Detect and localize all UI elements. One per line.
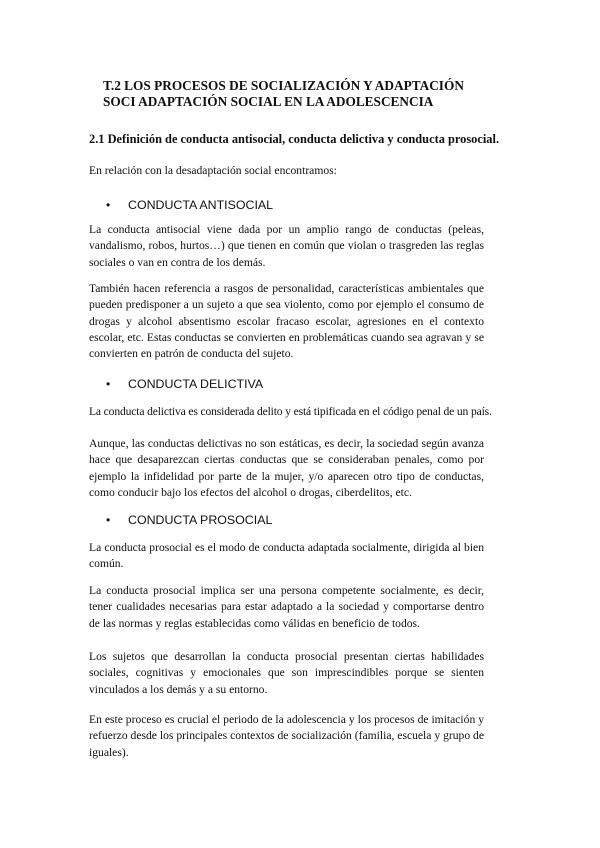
bullet-icon: • (106, 513, 111, 527)
paragraph-antisocial-1: La conducta antisocial viene dada por un amplio rango de conductas (peleas, vandalismo, robos, hurtos…) que tienen en común que violan o trasgreden las reglas sociales o van en contra de los demás. (89, 223, 484, 269)
paragraph-antisocial-2: También hacen referencia a rasgos de personalidad, características ambientales que pueden predisponer a un sujeto a que sea violento, como por ejemplo el consumo de drogas y alcohol absentismo escolar fracaso escolar, agresiones en el contexto escolar, etc. Estas conductas se convierten en problemáticas cuando sea agravan y se convierten en patrón de conducta del sujeto. (89, 282, 484, 361)
bullet-icon: • (106, 198, 111, 212)
paragraph-prosocial-1: La conducta prosocial es el modo de conducta adaptada socialmente, dirigida al bien común. (89, 541, 484, 571)
bullet-heading-label: CONDUCTA ANTISOCIAL (128, 198, 274, 212)
bullet-heading-antisocial (106, 196, 273, 214)
paragraph-prosocial-3: Los sujetos que desarrollan la conducta prosocial presentan ciertas habilidades sociales, cognitivas y emocionales que son imprescindibles porque se sienten vinculados a los demás y a su entorno. (89, 650, 484, 696)
paragraph-delictiva-2: Aunque, las conductas delictivas no son estáticas, es decir, la sociedad según avanza hace que desaparezcan ciertas conductas que se consideraban penales, como por ejemplo la infidelidad por parte de la mujer, y/o aparecen otro tipo de conductas, como conducir bajo los efectos del alcohol o drogas, ciberdelitos, etc. (89, 437, 484, 499)
intro-paragraph: En relación con la desadaptación social encontramos: (89, 164, 337, 177)
bullet-heading-prosocial (106, 511, 272, 529)
bullet-heading-label: CONDUCTA DELICTIVA (128, 377, 264, 391)
bullet-icon: • (106, 377, 111, 391)
bullet-heading-label: CONDUCTA PROSOCIAL (128, 513, 273, 527)
paragraph-prosocial-2: La conducta prosocial implica ser una persona competente socialmente, es decir, tener cualidades necesarias para estar adaptado a la sociedad y comportarse dentro de las normas y reglas establecidas como válidas en beneficio de todos. (89, 584, 484, 630)
paragraph-delictiva-1: La conducta delictiva es considerada delito y está tipificada en el código penal de un país. (89, 405, 492, 418)
document-title: T.2 LOS PROCESOS DE SOCIALIZACIÓN Y ADAPTACIÓN SOCI ADAPTACIÓN SOCIAL EN LA ADOLESCENCIA (103, 78, 464, 109)
section-subheading: 2.1 Definición de conducta antisocial, conducta delictiva y conducta prosocial. (89, 132, 500, 146)
bullet-heading-delictiva (106, 375, 263, 393)
paragraph-prosocial-4: En este proceso es crucial el periodo de la adolescencia y los procesos de imitación y refuerzo desde los principales contextos de socialización (familia, escuela y grupo de iguales). (89, 713, 484, 759)
